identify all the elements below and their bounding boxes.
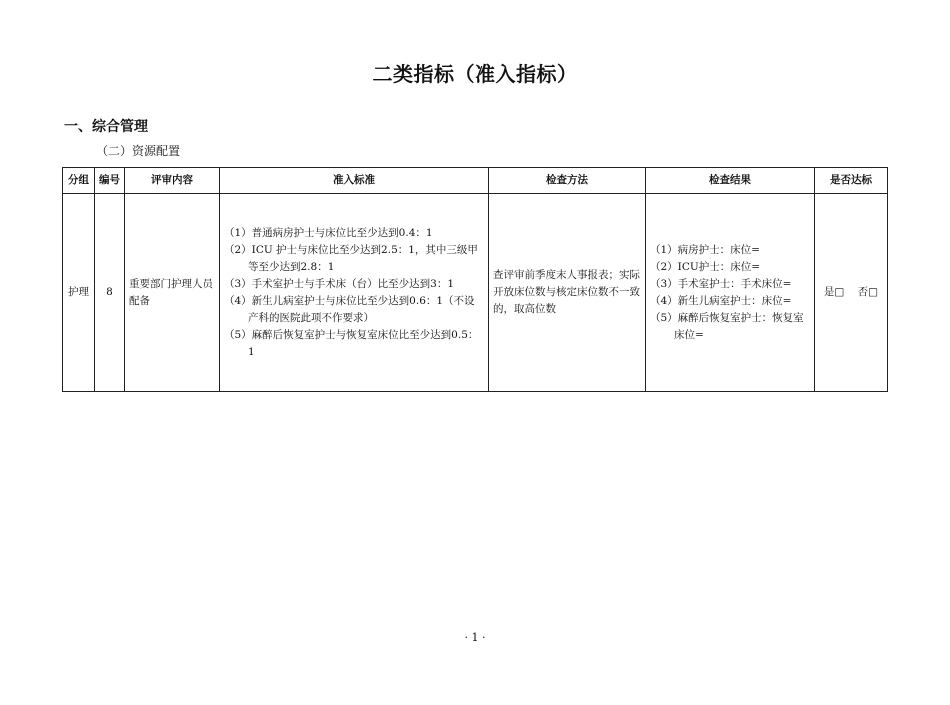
header-method: 检查方法 bbox=[489, 168, 646, 194]
header-compliance: 是否达标 bbox=[815, 168, 888, 194]
indicator-table bbox=[62, 167, 888, 392]
result-item: （2）ICU护士：床位= bbox=[650, 260, 761, 273]
header-content: 评审内容 bbox=[125, 168, 220, 194]
cell-number: 8 bbox=[95, 194, 125, 392]
compliance-no-checkbox[interactable]: 否□ bbox=[857, 286, 879, 298]
result-item: （3）手术室护士：手术床位= bbox=[650, 277, 792, 290]
cell-results bbox=[646, 194, 815, 392]
result-item: （1）病房护士：床位= bbox=[650, 243, 760, 256]
standard-item: （3）手术室护士与手术床（台）比至少达到3：1 bbox=[224, 277, 455, 290]
header-number: 编号 bbox=[95, 168, 125, 194]
cell-compliance bbox=[815, 194, 888, 392]
standard-item: （1）普通病房护士与床位比至少达到0.4：1 bbox=[224, 226, 433, 239]
cell-content: 重要部门护理人员配备 bbox=[125, 194, 220, 392]
table-header-row bbox=[63, 168, 888, 194]
document-title: 二类指标（准入指标） bbox=[372, 62, 578, 86]
table-row bbox=[63, 194, 888, 392]
compliance-yes-checkbox[interactable]: 是□ bbox=[823, 286, 845, 298]
page-number: · 1 · bbox=[464, 631, 486, 644]
cell-group: 护理 bbox=[63, 194, 95, 392]
header-group: 分组 bbox=[63, 168, 95, 194]
standard-item: （2）ICU 护士与床位比至少达到2.5：1，其中三级甲等至少达到2.8：1 bbox=[224, 243, 478, 273]
cell-standards bbox=[220, 194, 489, 392]
standard-item: （5）麻醉后恢复室护士与恢复室床位比至少达到0.5：1 bbox=[224, 328, 479, 358]
standard-item: （4）新生儿病室护士与床位比至少达到0.6：1（不设产科的医院此项不作要求） bbox=[224, 294, 475, 324]
header-result: 检查结果 bbox=[646, 168, 815, 194]
cell-method: 查评审前季度末人事报表；实际开放床位数与核定床位数不一致的，取高位数 bbox=[489, 194, 646, 392]
result-item: （4）新生儿病室护士：床位= bbox=[650, 294, 792, 307]
subsection-heading: （二）资源配置 bbox=[96, 144, 181, 158]
result-item: （5）麻醉后恢复室护士：恢复室床位= bbox=[650, 311, 804, 341]
header-standard: 准入标准 bbox=[220, 168, 489, 194]
section-heading: 一、综合管理 bbox=[64, 119, 148, 135]
